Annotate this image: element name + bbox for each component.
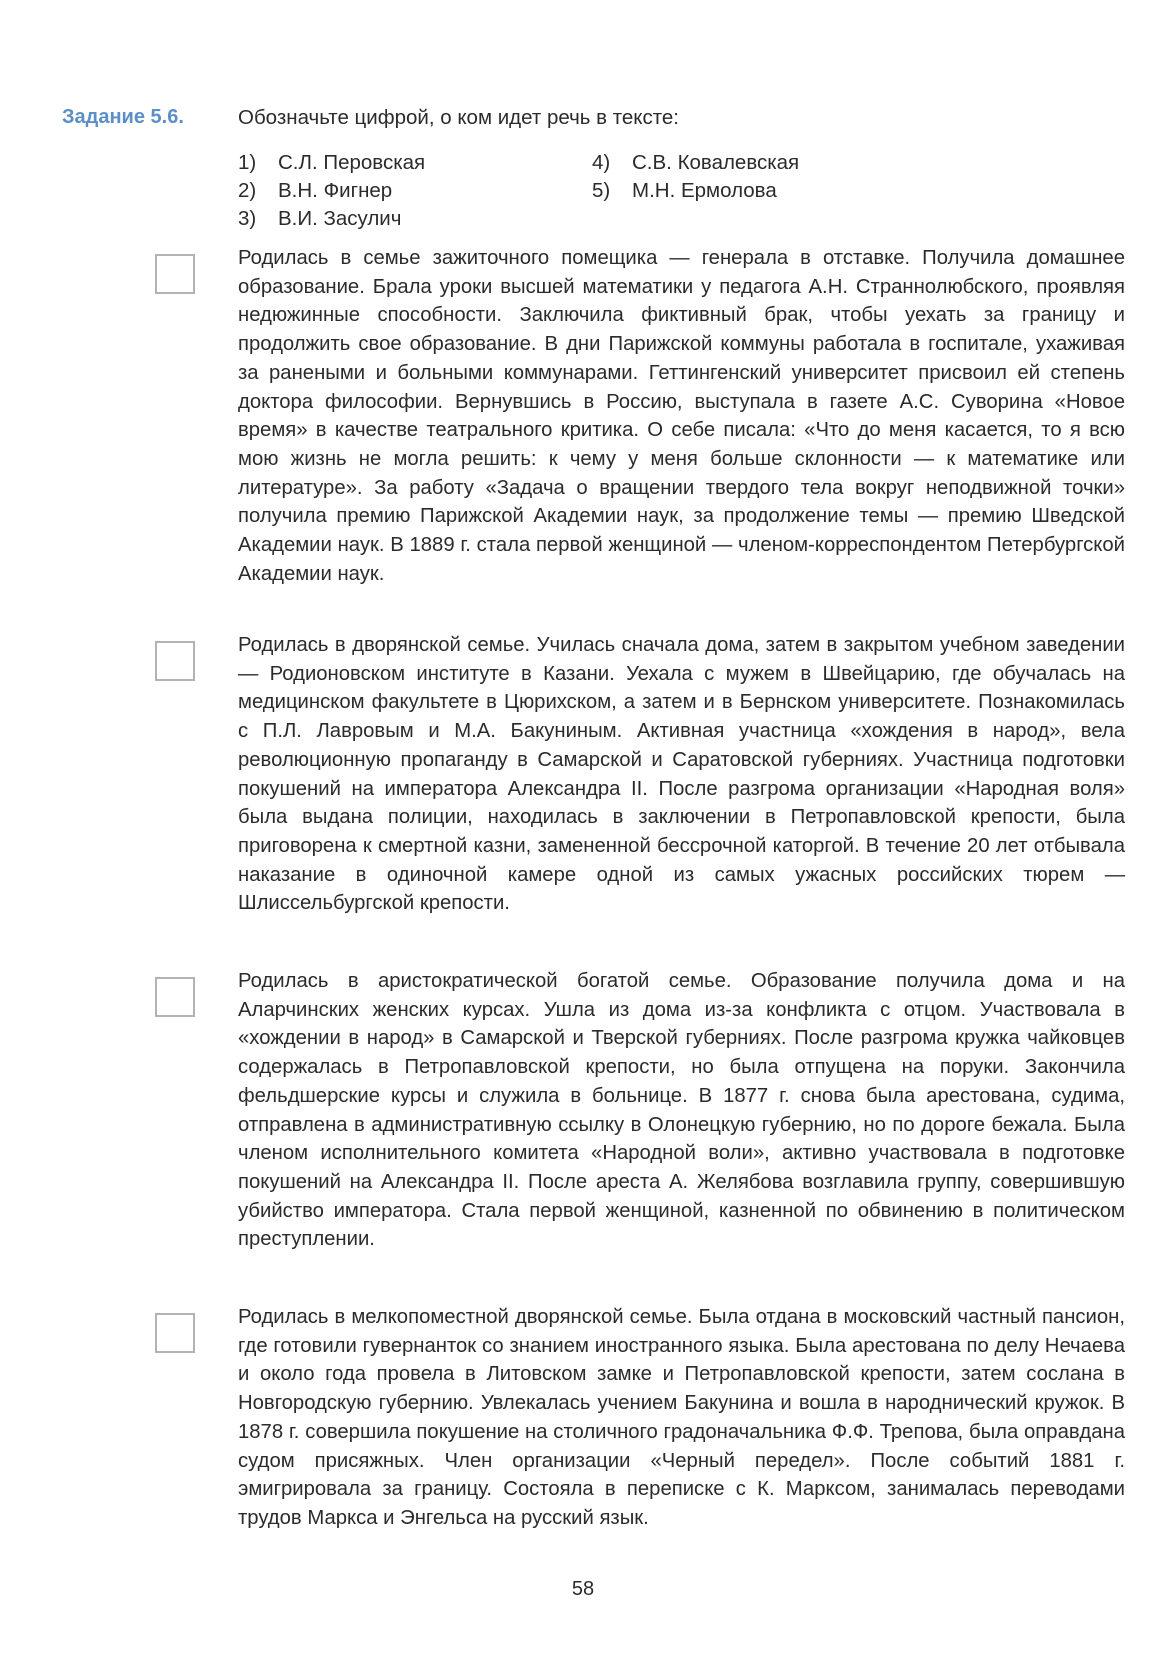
passage-3: Родилась в аристократической богатой семье. Образование получила дома и на Аларчинских женских курсах. Ушла из дома из-за конфликта с отцом. Участвовала в «хождении в народ» в Самарской и Тверской губерниях. После разгрома кружка чайковцев содержалась в Петропавловской крепости, но была отпущена на поруки. Закончила фельдшерские курсы и служила в больнице. В 1877 г. снова была арестована, судима, отправлена в административную ссылку в Олонецкую губернию, но по дороге бежала. Была членом исполнительного комитета «Народной воли», активно участвовала в подготовке покушений на Александра II. После ареста А. Желябова возглавила группу, совершившую убийство императора. Стала первой женщиной, казненной по обвинению в политическом преступлении. [238, 970, 1125, 1251]
task-instruction: Обозначьте цифрой, о ком идет речь в тексте: [238, 106, 679, 129]
option-name: С.Л. Перовская [278, 151, 426, 174]
option-name: В.Н. Фигнер [278, 179, 393, 202]
option-number: 3) [238, 207, 257, 230]
option-number: 2) [238, 179, 257, 202]
option-1 [238, 148, 425, 178]
answer-box-4[interactable] [155, 1313, 195, 1353]
option-name: В.И. Засулич [278, 207, 402, 230]
option-name: М.Н. Ермолова [632, 179, 777, 202]
answer-box-1[interactable] [155, 254, 195, 294]
option-5 [592, 176, 777, 206]
option-number: 1) [238, 151, 257, 174]
option-3 [238, 204, 401, 234]
option-number: 5) [592, 179, 611, 202]
option-number: 4) [592, 151, 611, 174]
passage-2: Родилась в дворянской семье. Училась сначала дома, затем в закрытом учебном заведении — Родионовском институте в Казани. Уехала с мужем в Швейцарию, где обучалась на медицинском факультете в Цюрихском, а затем и в Бернском университете. Познакомилась с П.Л. Лавровым и М.А. Бакуниным. Активная участница «хождения в народ», вела революционную пропаганду в Самарской и Саратовской губерниях. Участница подготовки покушений на императора Александра II. После разгрома организации «Народная воля» была выдана полиции, находилась в заключении в Петропавловской крепости, была приговорена к смертной казни, замененной бессрочной каторгой. В течение 20 лет отбывала наказание в одиночной камере одной из самых ужасных российских тюрем — Шлиссельбургской крепости. [238, 634, 1125, 915]
passage-1: Родилась в семье зажиточного помещика — генерала в отставке. Получила домашнее образование. Брала уроки высшей математики у педагога А.Н. Страннолюбского, проявляя недюжинные способности. Заключила фиктивный брак, чтобы уехать за границу и продолжить свое образование. В дни Парижской коммуны работала в госпитале, ухаживая за ранеными и больными коммунарами. Геттингенский университет присвоил ей степень доктора философии. Вернувшись в Россию, выступала в газете А.С. Суворина «Новое время» в качестве театрального критика. О себе писала: «Что до меня касается, то я всю мою жизнь не могла решить: к чему у меня больше склонности — к математике или литературе». За работу «Задача о вращении твердого тела вокруг неподвижной точки» получила премию Парижской Академии наук, за продолжение темы — премию Шведской Академии наук. В 1889 г. стала первой женщиной — членом-корреспондентом Петербургской Академии наук. [238, 247, 1125, 585]
option-name: С.В. Ковалевская [632, 151, 800, 174]
answer-box-3[interactable] [155, 977, 195, 1017]
page-number: 58 [571, 1578, 595, 1600]
task-label: Задание 5.6. [62, 106, 184, 128]
option-2 [238, 176, 392, 206]
option-4 [592, 148, 799, 178]
answer-box-2[interactable] [155, 641, 195, 681]
passage-4: Родилась в мелкопоместной дворянской семье. Была отдана в московский частный пансион, где готовили гувернанток со знанием иностранного языка. Была арестована по делу Нечаева и около года провела в Литовском замке и Петропавловской крепости, затем сослана в Новгородскую губернию. Увлекалась учением Бакунина и вошла в народнический кружок. В 1878 г. совершила покушение на столичного градоначальника Ф.Ф. Трепова, была оправдана судом присяжных. Член организации «Черный передел». После событий 1881 г. эмигрировала за границу. Состояла в переписке с К. Марксом, занималась переводами трудов Маркса и Энгельса на русский язык. [238, 1306, 1125, 1529]
